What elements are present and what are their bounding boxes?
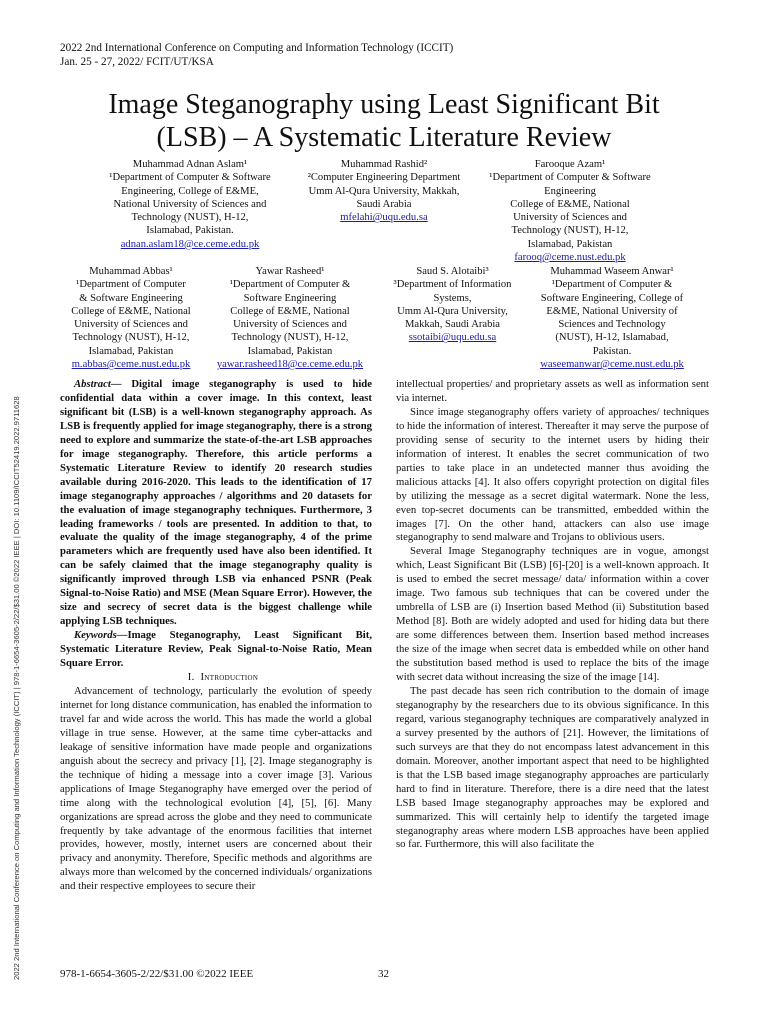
author-email[interactable]: mfelahi@uqu.edu.sa	[340, 212, 428, 224]
paragraph: intellectual properties/ and proprietary assets as well as information sent via internet.	[396, 378, 709, 404]
conference-header	[60, 42, 453, 69]
author-name: Farooque Azam¹	[534, 159, 606, 170]
author-email[interactable]: adnan.aslam18@ce.ceme.edu.pk	[120, 238, 260, 250]
author-block: Farooque Azam¹ ¹Department of Computer & Software Engineering College of E&ME, National University of Sciences and Technology (NUST), H-12, Islamabad, Pakistan farooq@ceme.nust.edu.pk	[470, 158, 670, 264]
paragraph: The past decade has seen rich contribution to the domain of image steganography by the researchers due to its obvious significance. In this regard, various steganography techniques are comparatively analyzed in a survey presented by the authors of [21]. However, the limitations of such surveys are that they do not encompass latest advancement in this domain. Moreover, another important aspect that need to be highlighted is that the LSB based image steganography approaches are particularly hard to find in literature. Therefore, there is a dire need that the latest LSB based Image steganography approaches may be explored and summarized. This will certainly help to identify the targeted image steganography areas where modern LSB approaches have been applied so far. Furthermore, this will also facilitate the	[396, 684, 709, 851]
author-block: Muhammad Abbas¹ ¹Department of Computer & Software Engineering College of E&ME, National University of Sciences and Technology (NUST), H-12, Islamabad, Pakistan m.abbas@ceme.nust.edu.pk	[56, 265, 206, 371]
abstract: Abstract— Digital image steganography is used to hide confidential data within a cover image. In this context, least significant bit (LSB) is a well-known steganography approach. As LSB is frequently applied for image steganography, there is a strong need to explore and summarize the state-of-the-art LSB approaches for image steganography. Therefore, this article performs a Systematic Literature Review to identify 20 research studies available during 2016-2020. This leads to the identification of 17 image steganography approaches / algorithms and 20 datasets for the evaluation of image steganography techniques. Furthermore, 3 leading frameworks / tools are presented. In addition to that, to evaluate the quality of the image steganography, 4 of the prime parameters which are frequently used have also been identified. It can be safely claimed that the image steganography quality is significantly improved through LSB via enhanced PSNR (Peak Signal-to-Noise Ratio) and MSE (Mean Square Error). However, the size and secrecy of secret data is the biggest challenge while applying LSB techniques.	[60, 378, 372, 628]
author-email[interactable]: farooq@ceme.nust.edu.pk	[514, 252, 626, 264]
right-column	[396, 378, 709, 852]
section-heading: I. Introduction	[187, 671, 259, 684]
author-email[interactable]: m.abbas@ceme.nust.edu.pk	[71, 359, 191, 371]
author-email[interactable]: waseemanwar@ceme.nust.edu.pk	[540, 359, 684, 371]
paragraph: Several Image Steganography techniques are in vogue, amongst which, Least Significant Bit (LSB) [6]-[20] is a well-known approach. It is used to embed the secret message/ data/ information within a cover image. Two famous sub techniques that can be covered under the umbrella of LSB are (i) Insertion based Method (ii) Substitution based Method [8]. Both are widely adopted and used for hiding data but there are some differences between them. Insertion based method increases the size of the image when secret data is embedded while on other hand the substitution based method is used to replace the bits of the image with secret data without increasing the size of the image [14].	[396, 545, 709, 684]
author-name: Saud S. Alotaibi³	[416, 266, 489, 277]
paragraph: Since image steganography offers variety of approaches/ techniques to hide the information of interest. Thereafter it may serve the purpose of providing sense of security to the internet users by hiding their information of interest. It enables the secret communication of two parties to take place in an undetected manner thus avoiding the malicious attacks [4]. It also offers copyright protection on digital files by utilizing the message as a secret digital watermark. None the less, even top-secret documents can be transmitted, embedded within the images [7]. On the other hand, attackers can also use image steganography to send malware and Trojans to oblivious users.	[396, 405, 709, 544]
author-block: Muhammad Rashid² ²Computer Engineering Department Umm Al-Qura University, Makkah, Saudi Arabia mfelahi@uqu.edu.sa	[284, 158, 484, 224]
author-email[interactable]: yawar.rasheed18@ce.ceme.edu.pk	[216, 359, 364, 371]
author-name: Muhammad Rashid²	[340, 159, 428, 170]
author-name: Muhammad Adnan Aslam¹	[132, 159, 248, 170]
author-name: Yawar Rasheed¹	[255, 266, 325, 277]
keywords-label: Keywords—	[74, 629, 128, 642]
author-name: Muhammad Waseem Anwar¹	[550, 266, 674, 277]
author-name: Muhammad Abbas¹	[89, 266, 173, 277]
abstract-label: Abstract—	[74, 378, 122, 390]
page-number: 32	[378, 968, 389, 980]
keywords: Keywords—Image Steganography, Least Significant Bit, Systematic Literature Review, Peak Signal-to-Noise Ratio, Mean Square Error.	[60, 629, 372, 670]
author-block: Saud S. Alotaibi³ ³Department of Information Systems, Umm Al-Qura University, Makkah, Saudi Arabia ssotaibi@uqu.edu.sa	[380, 265, 525, 345]
paragraph: Advancement of technology, particularly the evolution of speedy internet for long distance communication, has enabled the information to travel far and wide across the world. This has made the world a global village in true sense. However, at the same time cyber-attacks and leakage of sensitive information have made people and organizations anguish about the secrecy and privacy [1], [2]. Image steganography is the technique of hiding a message into a cover image [3]. Various applications of Image Steganography have emerged over the period of time along with the technological evolution [4], [5], [6]. Many organizations are spread across the globe and they need to communicate frequently by take advantage of the enormous facilities that internet provides, however, mostly, internet users are concerned about their privacy and anonymity. Therefore, Specific methods and algorithms are always more than welcomed by the concerned individuals/ organizations and their respective employees to secure their	[60, 684, 372, 893]
left-column	[60, 378, 372, 894]
footer-isbn: 978-1-6654-3605-2/22/$31.00 ©2022 IEEE	[60, 968, 254, 980]
author-block: Muhammad Waseem Anwar¹ ¹Department of Computer & Software Engineering, College of E&ME, National University of Sciences and Technology (NUST), H-12, Islamabad, Pakistan. waseemanwar@ceme.nust.edu.pk	[522, 265, 702, 371]
author-email[interactable]: ssotaibi@uqu.edu.sa	[408, 332, 497, 344]
conference-name: 2022 2nd International Conference on Computing and Information Technology (ICCIT)	[60, 42, 454, 54]
paper-title: Image Steganography using Least Significant Bit (LSB) – A Systematic Literature Review	[108, 89, 660, 153]
author-block: Yawar Rasheed¹ ¹Department of Computer & Software Engineering College of E&ME, National University of Sciences and Technology (NUST), H-12, Islamabad, Pakistan yawar.rasheed18@ce.ceme.edu.pk	[205, 265, 375, 371]
conference-date: Jan. 25 - 27, 2022/ FCIT/UT/KSA	[60, 55, 214, 68]
author-block: Muhammad Adnan Aslam¹ ¹Department of Computer & Software Engineering, College of E&ME, National University of Sciences and Technology (NUST), H-12, Islamabad, Pakistan. adnan.aslam18@ce.ceme.edu.pk	[90, 158, 290, 251]
